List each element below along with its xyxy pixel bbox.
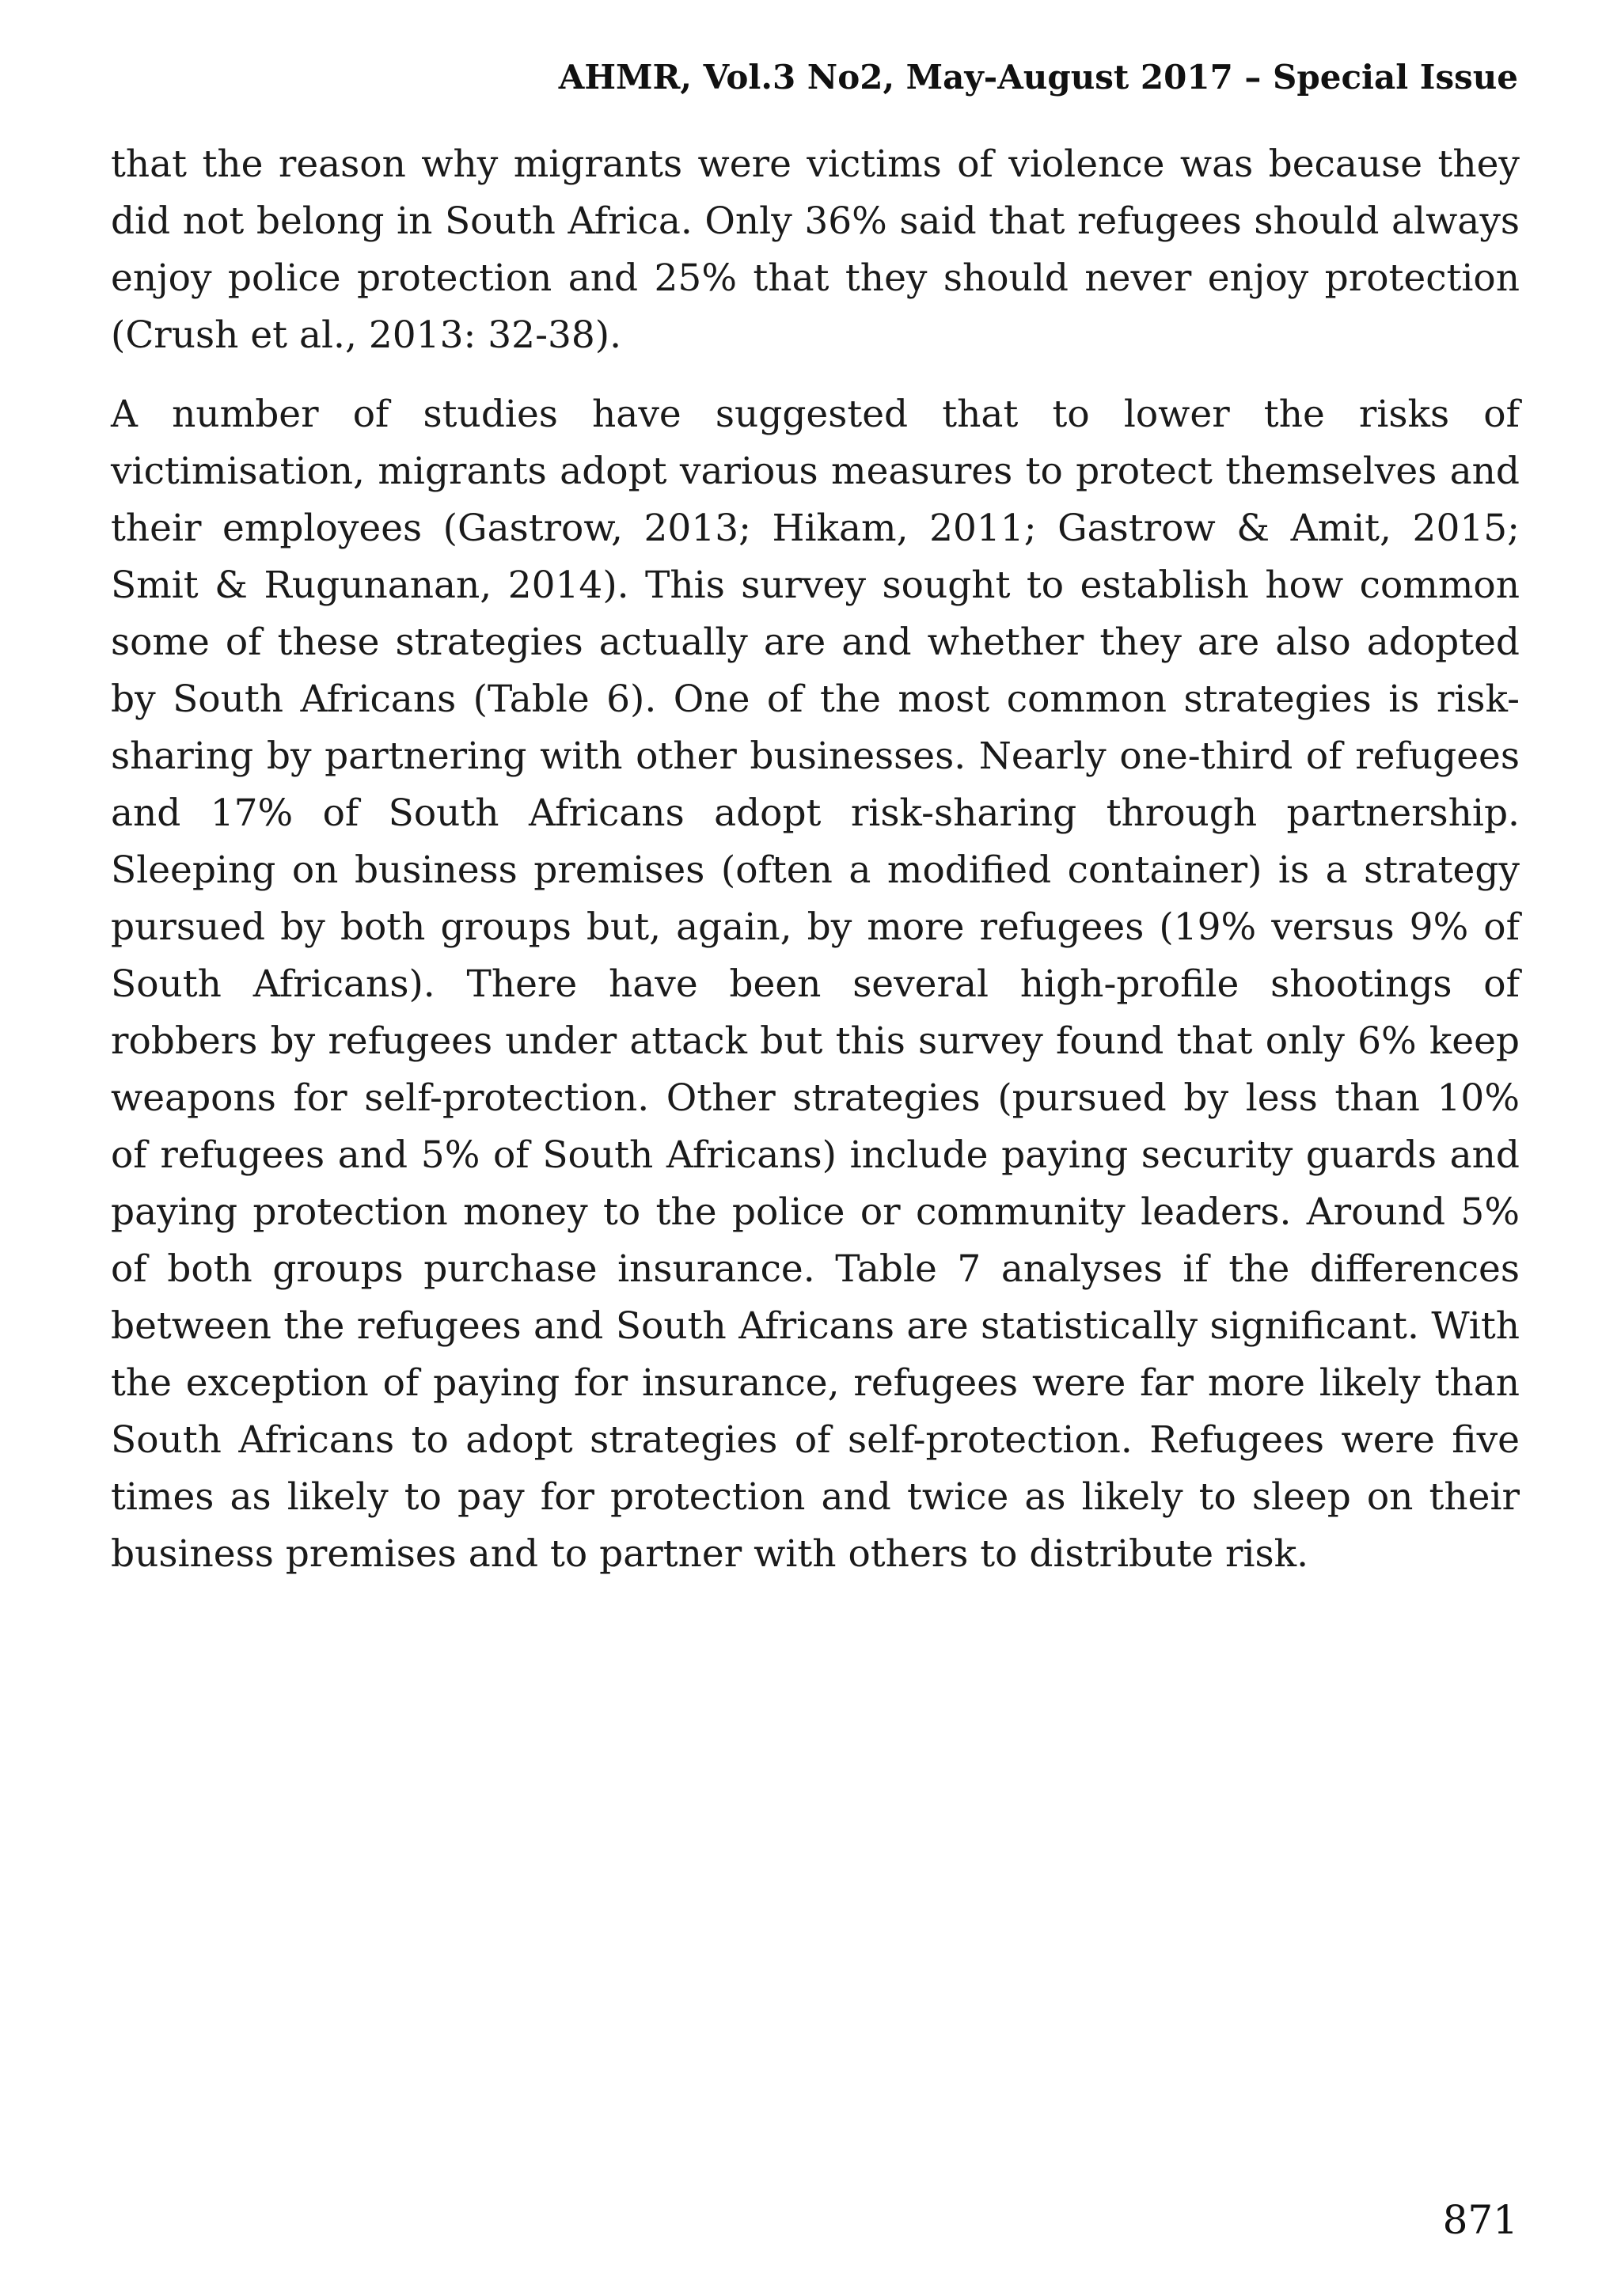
paragraph-1: that the reason why migrants were victims of violence was because they did not belong in South Africa. Only 36% said that refugees should always enjoy police protection and 25% that they should never enjoy protection (Crush et al., 2013: 32-38). (111, 142, 1520, 357)
paragraph-2: A number of studies have suggested that to lower the risks of victimisation, migrants adopt various measures to protect themselves and their employees (Gastrow, 2013; Hikam, 2011; Gastrow & Amit, 2015; Smit & Rugunanan, 2014). This survey sought to establish how common some of these strategies actually are and whether they are also adopted by South Africans (Table 6). One of the most common strategies is risk-sharing by partnering with other businesses. Nearly one-third of refugees and 17% of South Africans adopt risk-sharing through partnership. Sleeping on business premises (often a modified container) is a strategy pursued by both groups but, again, by more refugees (19% versus 9% of South Africans). There have been several high-profile shootings of robbers by refugees under attack but this survey found that only 6% keep weapons for self-protection. Other strategies (pursued by less than 10% of refugees and 5% of South Africans) include paying security guards and paying protection money to the police or community leaders. Around 5% of both groups purchase insurance. Table 7 analyses if the differences between the refugees and South Africans are statistically significant. With the exception of paying for insurance, refugees were far more likely than South Africans to adopt strategies of self-protection. Refugees were five times as likely to pay for protection and twice as likely to sleep on their business premises and to partner with others to distribute risk. (111, 393, 1520, 1576)
body-text (111, 136, 1520, 1605)
running-header: AHMR, Vol.3 No2, May-August 2017 – Special Issue (558, 58, 1518, 97)
page-number: 871 (1442, 2197, 1518, 2243)
